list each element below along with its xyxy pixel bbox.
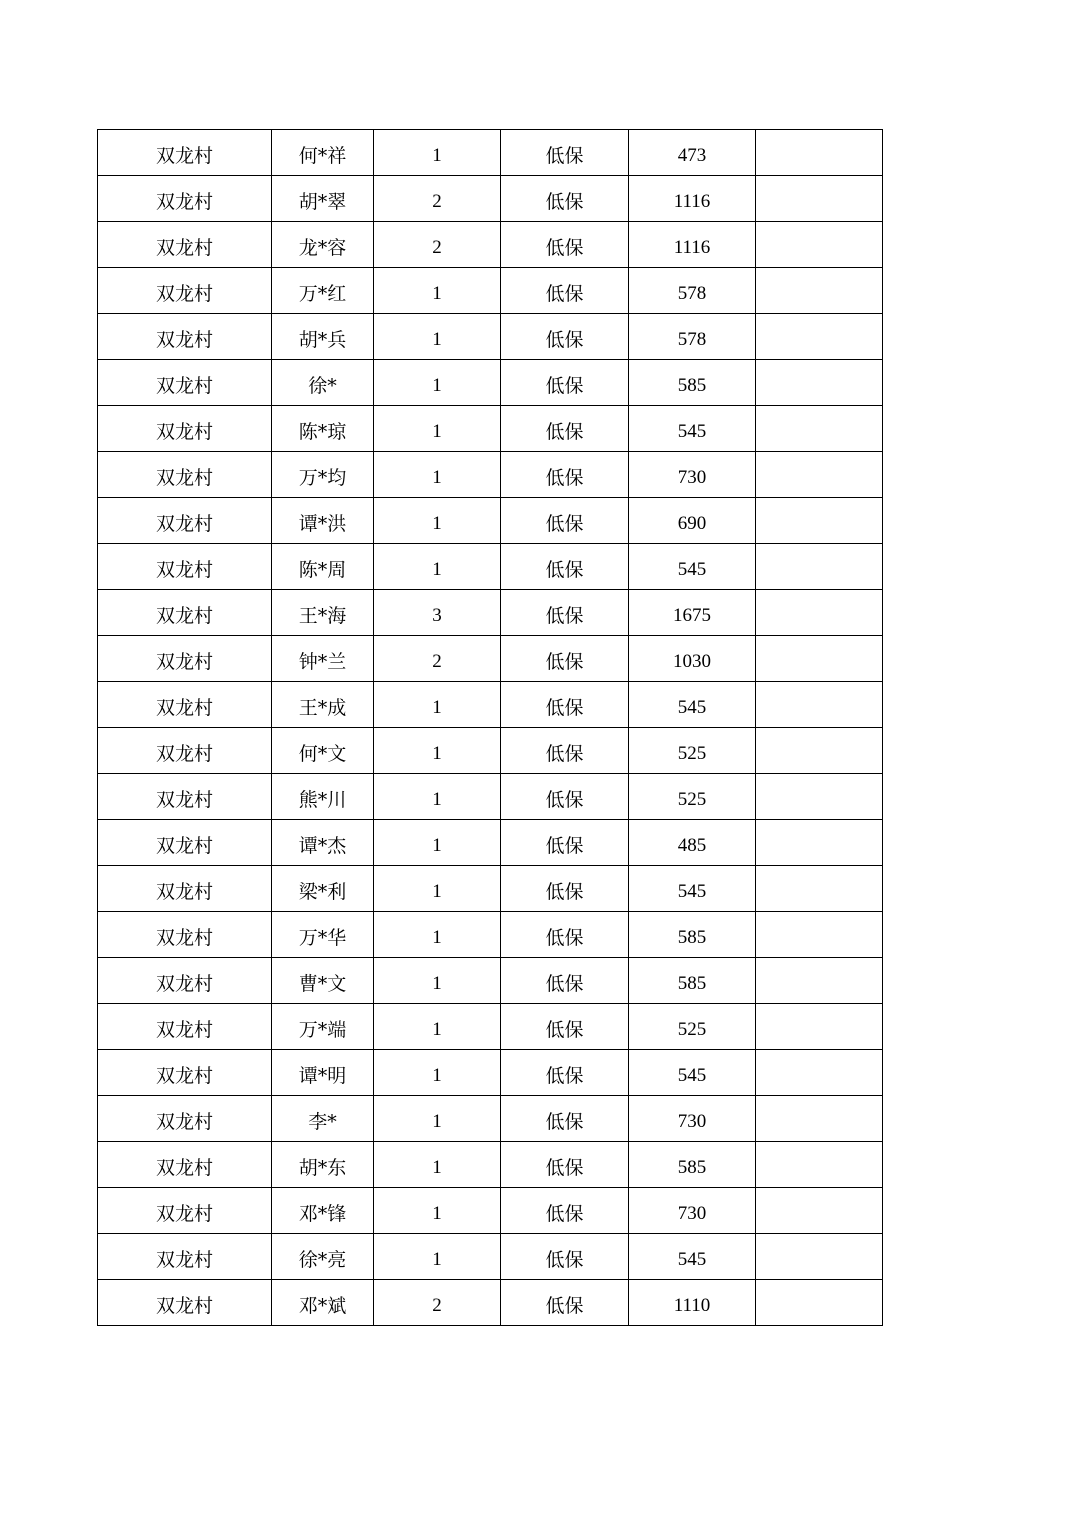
name-cell: 胡*东: [272, 1142, 374, 1188]
table-row: [98, 1188, 883, 1234]
amount-cell: 545: [629, 544, 756, 590]
aid-type-cell: 低保: [501, 222, 629, 268]
table-row: [98, 590, 883, 636]
aid-type-cell: 低保: [501, 1142, 629, 1188]
members-cell: 1: [374, 1188, 501, 1234]
aid-type-cell: 低保: [501, 452, 629, 498]
amount-cell: 525: [629, 774, 756, 820]
members-cell: 1: [374, 544, 501, 590]
members-cell: 1: [374, 406, 501, 452]
note-cell: [756, 820, 883, 866]
amount-cell: 525: [629, 1004, 756, 1050]
aid-type-cell: 低保: [501, 1280, 629, 1326]
table-row: [98, 452, 883, 498]
table-row: [98, 1142, 883, 1188]
name-cell: 何*祥: [272, 130, 374, 176]
note-cell: [756, 176, 883, 222]
name-cell: 万*均: [272, 452, 374, 498]
village-cell: 双龙村: [98, 314, 272, 360]
amount-cell: 585: [629, 958, 756, 1004]
note-cell: [756, 498, 883, 544]
village-cell: 双龙村: [98, 958, 272, 1004]
aid-type-cell: 低保: [501, 820, 629, 866]
village-cell: 双龙村: [98, 1234, 272, 1280]
note-cell: [756, 636, 883, 682]
amount-cell: 1110: [629, 1280, 756, 1326]
table-row: [98, 498, 883, 544]
amount-cell: 730: [629, 1188, 756, 1234]
village-cell: 双龙村: [98, 866, 272, 912]
amount-cell: 545: [629, 1050, 756, 1096]
amount-cell: 578: [629, 314, 756, 360]
members-cell: 1: [374, 866, 501, 912]
members-cell: 1: [374, 958, 501, 1004]
village-cell: 双龙村: [98, 820, 272, 866]
note-cell: [756, 1004, 883, 1050]
amount-cell: 485: [629, 820, 756, 866]
name-cell: 胡*翠: [272, 176, 374, 222]
table-row: [98, 314, 883, 360]
name-cell: 谭*洪: [272, 498, 374, 544]
name-cell: 龙*容: [272, 222, 374, 268]
aid-type-cell: 低保: [501, 912, 629, 958]
note-cell: [756, 590, 883, 636]
village-cell: 双龙村: [98, 1280, 272, 1326]
note-cell: [756, 1280, 883, 1326]
amount-cell: 545: [629, 1234, 756, 1280]
members-cell: 1: [374, 1142, 501, 1188]
name-cell: 曹*文: [272, 958, 374, 1004]
village-cell: 双龙村: [98, 176, 272, 222]
table-row: [98, 636, 883, 682]
aid-type-cell: 低保: [501, 1188, 629, 1234]
amount-cell: 690: [629, 498, 756, 544]
note-cell: [756, 452, 883, 498]
members-cell: 1: [374, 682, 501, 728]
note-cell: [756, 1096, 883, 1142]
members-cell: 1: [374, 452, 501, 498]
table-row: [98, 360, 883, 406]
name-cell: 梁*利: [272, 866, 374, 912]
table-row: [98, 1234, 883, 1280]
note-cell: [756, 360, 883, 406]
name-cell: 邓*斌: [272, 1280, 374, 1326]
village-cell: 双龙村: [98, 912, 272, 958]
name-cell: 谭*明: [272, 1050, 374, 1096]
members-cell: 1: [374, 130, 501, 176]
name-cell: 王*海: [272, 590, 374, 636]
members-cell: 1: [374, 314, 501, 360]
table-row: [98, 728, 883, 774]
note-cell: [756, 406, 883, 452]
aid-type-cell: 低保: [501, 958, 629, 1004]
village-cell: 双龙村: [98, 1096, 272, 1142]
aid-type-cell: 低保: [501, 1234, 629, 1280]
members-cell: 1: [374, 774, 501, 820]
name-cell: 熊*川: [272, 774, 374, 820]
village-cell: 双龙村: [98, 360, 272, 406]
note-cell: [756, 314, 883, 360]
aid-type-cell: 低保: [501, 406, 629, 452]
table-row: [98, 820, 883, 866]
name-cell: 徐*: [272, 360, 374, 406]
members-cell: 1: [374, 728, 501, 774]
aid-type-cell: 低保: [501, 268, 629, 314]
name-cell: 邓*锋: [272, 1188, 374, 1234]
amount-cell: 1116: [629, 176, 756, 222]
note-cell: [756, 1188, 883, 1234]
members-cell: 1: [374, 1050, 501, 1096]
name-cell: 徐*亮: [272, 1234, 374, 1280]
note-cell: [756, 268, 883, 314]
village-cell: 双龙村: [98, 728, 272, 774]
members-cell: 2: [374, 636, 501, 682]
note-cell: [756, 912, 883, 958]
amount-cell: 525: [629, 728, 756, 774]
table-row: [98, 1004, 883, 1050]
table-row: [98, 958, 883, 1004]
members-cell: 2: [374, 222, 501, 268]
table-row: [98, 406, 883, 452]
village-cell: 双龙村: [98, 590, 272, 636]
name-cell: 胡*兵: [272, 314, 374, 360]
note-cell: [756, 958, 883, 1004]
amount-cell: 545: [629, 682, 756, 728]
table-row: [98, 544, 883, 590]
village-cell: 双龙村: [98, 268, 272, 314]
note-cell: [756, 130, 883, 176]
members-cell: 2: [374, 1280, 501, 1326]
note-cell: [756, 682, 883, 728]
note-cell: [756, 866, 883, 912]
village-cell: 双龙村: [98, 774, 272, 820]
name-cell: 王*成: [272, 682, 374, 728]
note-cell: [756, 1142, 883, 1188]
amount-cell: 730: [629, 452, 756, 498]
table-row: [98, 1050, 883, 1096]
amount-cell: 1116: [629, 222, 756, 268]
aid-type-cell: 低保: [501, 544, 629, 590]
village-cell: 双龙村: [98, 636, 272, 682]
village-cell: 双龙村: [98, 544, 272, 590]
table-row: [98, 866, 883, 912]
members-cell: 1: [374, 1004, 501, 1050]
table-row: [98, 268, 883, 314]
aid-type-cell: 低保: [501, 1096, 629, 1142]
table-row: [98, 1280, 883, 1326]
amount-cell: 1030: [629, 636, 756, 682]
note-cell: [756, 544, 883, 590]
amount-cell: 545: [629, 866, 756, 912]
assistance-table: [97, 129, 883, 1326]
members-cell: 2: [374, 176, 501, 222]
members-cell: 1: [374, 1234, 501, 1280]
aid-type-cell: 低保: [501, 866, 629, 912]
name-cell: 钟*兰: [272, 636, 374, 682]
members-cell: 1: [374, 498, 501, 544]
village-cell: 双龙村: [98, 130, 272, 176]
name-cell: 陈*琼: [272, 406, 374, 452]
table-body: [98, 130, 883, 1326]
village-cell: 双龙村: [98, 1188, 272, 1234]
table-row: [98, 682, 883, 728]
village-cell: 双龙村: [98, 682, 272, 728]
name-cell: 谭*杰: [272, 820, 374, 866]
village-cell: 双龙村: [98, 1142, 272, 1188]
amount-cell: 545: [629, 406, 756, 452]
aid-type-cell: 低保: [501, 682, 629, 728]
aid-type-cell: 低保: [501, 498, 629, 544]
aid-type-cell: 低保: [501, 314, 629, 360]
aid-type-cell: 低保: [501, 360, 629, 406]
table-row: [98, 774, 883, 820]
name-cell: 万*华: [272, 912, 374, 958]
amount-cell: 585: [629, 360, 756, 406]
name-cell: 何*文: [272, 728, 374, 774]
amount-cell: 473: [629, 130, 756, 176]
table-row: [98, 130, 883, 176]
amount-cell: 1675: [629, 590, 756, 636]
members-cell: 1: [374, 820, 501, 866]
table-row: [98, 222, 883, 268]
amount-cell: 585: [629, 912, 756, 958]
village-cell: 双龙村: [98, 222, 272, 268]
village-cell: 双龙村: [98, 1004, 272, 1050]
members-cell: 1: [374, 360, 501, 406]
aid-type-cell: 低保: [501, 590, 629, 636]
members-cell: 3: [374, 590, 501, 636]
aid-type-cell: 低保: [501, 774, 629, 820]
village-cell: 双龙村: [98, 498, 272, 544]
table-row: [98, 912, 883, 958]
aid-type-cell: 低保: [501, 130, 629, 176]
amount-cell: 578: [629, 268, 756, 314]
village-cell: 双龙村: [98, 406, 272, 452]
amount-cell: 730: [629, 1096, 756, 1142]
members-cell: 1: [374, 268, 501, 314]
village-cell: 双龙村: [98, 1050, 272, 1096]
name-cell: 万*端: [272, 1004, 374, 1050]
village-cell: 双龙村: [98, 452, 272, 498]
amount-cell: 585: [629, 1142, 756, 1188]
note-cell: [756, 728, 883, 774]
aid-type-cell: 低保: [501, 728, 629, 774]
note-cell: [756, 774, 883, 820]
note-cell: [756, 222, 883, 268]
aid-type-cell: 低保: [501, 636, 629, 682]
name-cell: 万*红: [272, 268, 374, 314]
aid-type-cell: 低保: [501, 1050, 629, 1096]
aid-type-cell: 低保: [501, 176, 629, 222]
note-cell: [756, 1234, 883, 1280]
members-cell: 1: [374, 1096, 501, 1142]
members-cell: 1: [374, 912, 501, 958]
table-row: [98, 1096, 883, 1142]
table-row: [98, 176, 883, 222]
name-cell: 李*: [272, 1096, 374, 1142]
note-cell: [756, 1050, 883, 1096]
aid-type-cell: 低保: [501, 1004, 629, 1050]
name-cell: 陈*周: [272, 544, 374, 590]
